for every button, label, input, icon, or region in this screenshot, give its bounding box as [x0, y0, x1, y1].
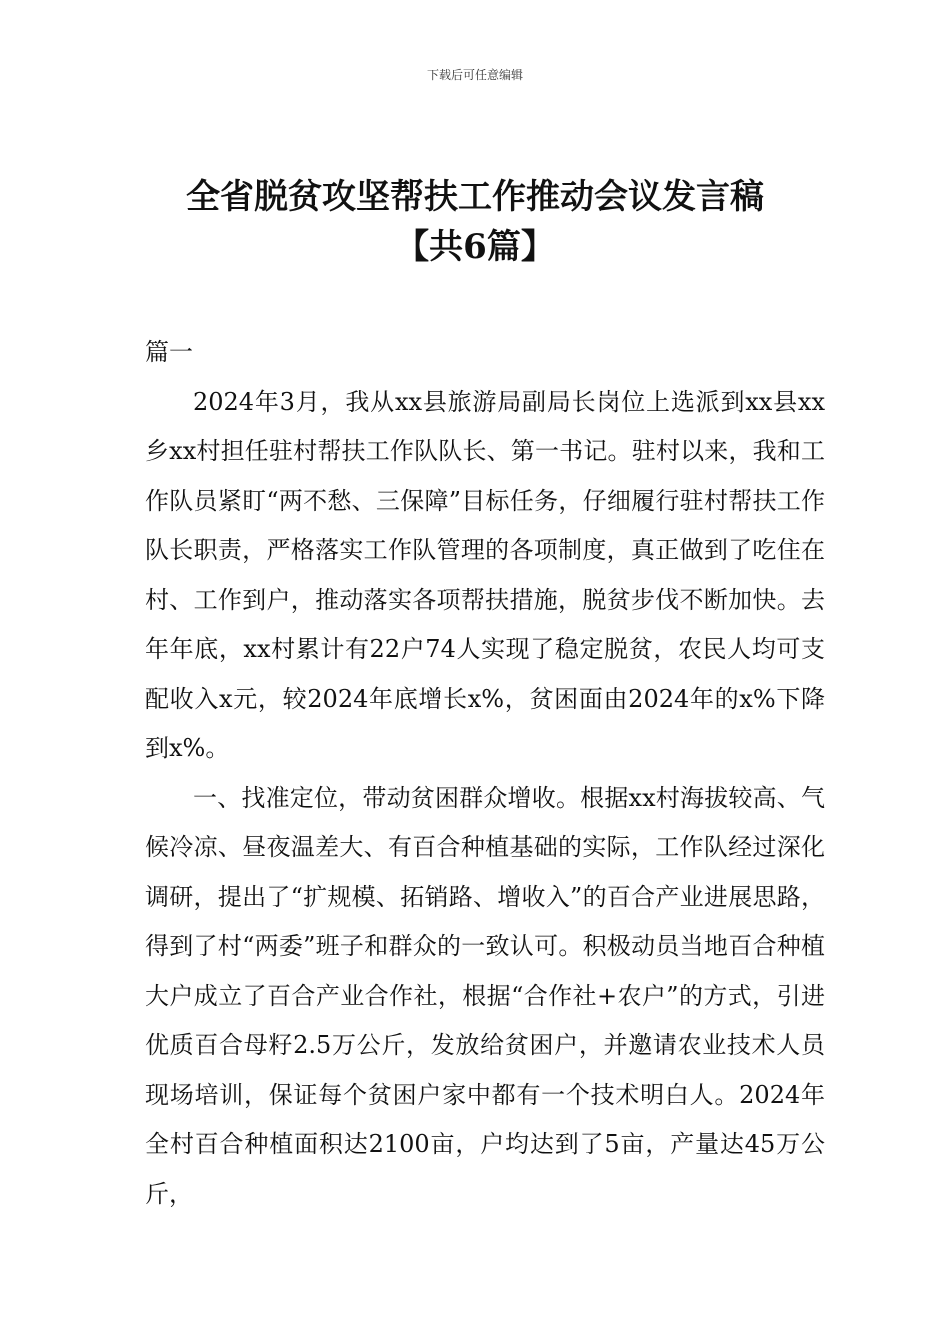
page-header-note: 下载后可任意编辑 — [426, 68, 523, 82]
paragraph-2: 一、找准定位，带动贫困群众增收。根据xx村海拔较高、气候冷凉、昼夜温差大、有百合种植基础的实际，工作队经过深化调研，提出了“扩规模、拓销路、增收入”的百合产业进展思路，得到了村“两委”班子和群众的一致认可。积极动员当地百合种植大户成立了百合产业合作社，根据“合作社+农户”的方式，引进优质百合母籽2.5万公斤，发放给贫困户，并邀请农业技术人员现场培训，保证每个贫困户家中都有一个技术明白人。2024年全村百合种植面积达2100亩，户均达到了5亩，产量达45万公斤， — [145, 783, 825, 1208]
title-line-2: 【共6篇】 — [395, 227, 555, 267]
document-title — [0, 172, 950, 272]
document-body — [145, 328, 825, 1219]
title-line-1: 全省脱贫攻坚帮扶工作推动会议发言稿 — [186, 177, 764, 217]
paragraph-1: 2024年3月，我从xx县旅游局副局长岗位上选派到xx县xx乡xx村担任驻村帮扶工作队队长、第一书记。驻村以来，我和工作队员紧盯“两不愁、三保障”目标任务，仔细履行驻村帮扶工作队长职责，严格落实工作队管理的各项制度，真正做到了吃住在村、工作到户，推动落实各项帮扶措施，脱贫步伐不断加快。去年年底，xx村累计有22户74人实现了稳定脱贫，农民人均可支配收入x元，较2024年底增长x%，贫困面由2024年的x%下降到x%。 — [145, 387, 825, 762]
section-label: 篇一 — [145, 338, 193, 366]
